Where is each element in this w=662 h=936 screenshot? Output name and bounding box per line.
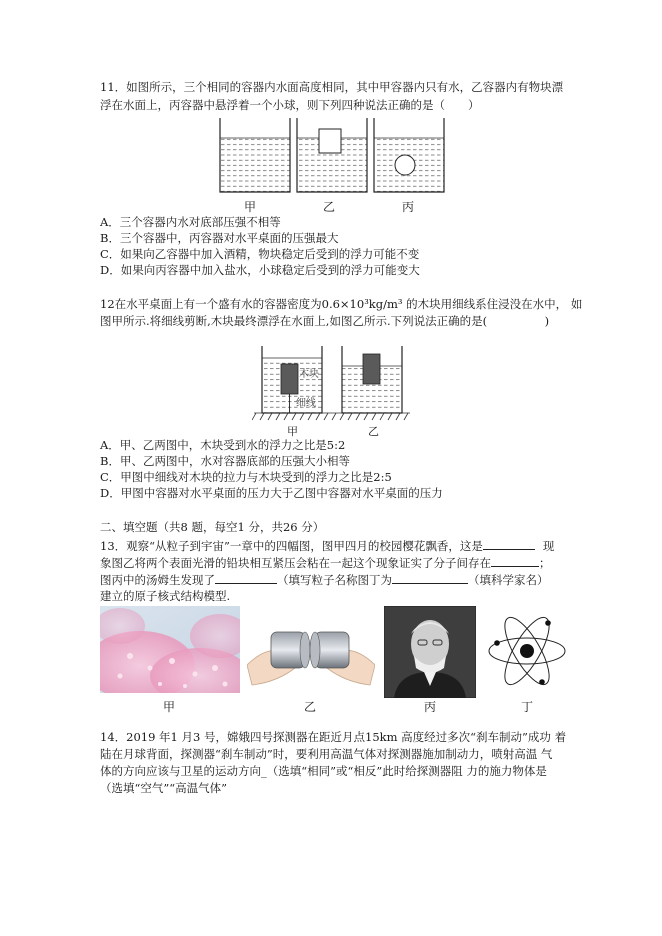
q13-image-thomson-portrait [384,606,476,698]
q11-option-b: B．三个容器中，丙容器对水平桌面的压强最大 [100,231,339,245]
container-yi-12 [342,346,402,413]
q12-stem-line1: 12在水平桌面上有一个盛有水的容器密度为0.6×10³kg/m³ 的木块用细线系住浸没在水中， 如 [100,297,583,311]
q12-option-c: C．甲图中细线对木块的拉力与木块受到的浮力之比是2:5 [100,470,392,484]
q13-line3-mid: （填写粒子名称图丁为 [277,573,392,587]
q12-label-block: 木块 [299,369,319,380]
q12-option-b: B．甲、乙两图中，水对容器底部的压强大小相等 [100,454,350,468]
q13-line2-tail: ； [539,556,551,570]
container-bing [374,118,444,192]
q11-option-a: A．三个容器内水对底部压强不相等 [100,215,281,229]
q13-blank-4[interactable] [392,572,468,584]
q12-option-a: A．甲、乙两图中，木块受到水的浮力之比是5:2 [100,438,346,452]
q12-string-figure [252,344,412,424]
section-title: 二、填空题（共8 题，每空1 分，共26 分） [100,520,325,534]
q11-caption-bing: 丙 [402,200,415,214]
q12-label-thread: 细线 [296,398,316,409]
q12-caption-yi: 乙 [368,425,379,438]
q13-caption-bing: 丙 [424,700,437,714]
q13-line2-text: 象图乙将两个表面光滑的铅块相互紧压会粘在一起这个现象证实了分子间存在 [100,556,491,570]
q13-line1 [100,538,580,554]
q12-option-d: D．甲图中容器对水平桌面的压力大于乙图中容器对水平桌面的压力 [100,486,443,500]
q13-image-cherry-blossom [100,606,240,693]
q13-line1-text: 13．观察“从粒子到宇宙”一章中的四幅图，图甲四月的校园樱花飘香，这是 [100,539,483,553]
floating-block [319,129,341,153]
q14-line2: 陆在月球背面，探测器“刹车制动”时，要利用高温气体对探测器施加制动力，喷射高温 气 [100,747,553,761]
q11-option-c: C．如果向乙容器中加入酒精，物块稳定后受到的浮力可能不变 [100,247,420,261]
floating-wood-block [363,354,380,384]
q13-line1-tail: 现 [542,539,555,553]
q13-blank-2[interactable] [491,555,539,567]
q13-image-lead-blocks [247,610,375,690]
q13-line4: 建立的原子核式结构模型. [100,589,231,603]
q14-line4: （选填“空气”“高温气体” [100,781,228,795]
q13-blank-3[interactable] [215,572,277,584]
q11-caption-yi: 乙 [323,200,336,214]
container-jia [220,118,290,192]
q12-stem-line2: 图甲所示.将细线剪断,木块最终漂浮在水面上,如图乙所示.下列说法正确的是( ) [100,314,550,328]
suspended-ball [395,155,415,175]
table-hatching [252,413,410,420]
q14-line3: 体的方向应该与卫星的运动方向_（选填“相同”或“相反”此时给探测器阻 力的施力物体是 [100,764,547,778]
q13-image-atom-model [486,606,568,696]
q11-containers-figure [215,116,450,196]
q13-caption-ding: 丁 [521,700,534,714]
q13-line2 [100,555,580,571]
q12-caption-jia: 甲 [287,425,298,438]
q11-option-d: D．如果向丙容器中加入盐水，小球稳定后受到的浮力可能变大 [100,263,420,277]
nucleus [520,644,534,658]
submerged-wood-block [281,364,298,394]
q14-line1: 14．2019 年1 月3 号，嫦娥四号探测器在距近月点15km 高度经过多次“刹车制动”成功 着 [100,730,567,744]
q13-line3-tail: （填科学家名） [468,573,549,587]
q13-blank-1[interactable] [483,538,535,550]
q13-caption-yi: 乙 [304,700,317,714]
q11-stem-line2: 浮在水面上，丙容器中悬浮着一个小球，则下列四种说法正确的是（ ） [100,98,480,112]
container-yi [297,118,367,192]
q11-caption-jia: 甲 [244,200,257,214]
q13-line3-text: 图丙中的汤姆生发现了 [100,573,215,587]
q11-stem-line1: 11．如图所示，三个相同的容器内水面高度相同，其中甲容器内只有水，乙容器内有物块漂 [100,80,564,94]
q13-line3 [100,572,580,588]
q13-caption-jia: 甲 [163,700,176,714]
